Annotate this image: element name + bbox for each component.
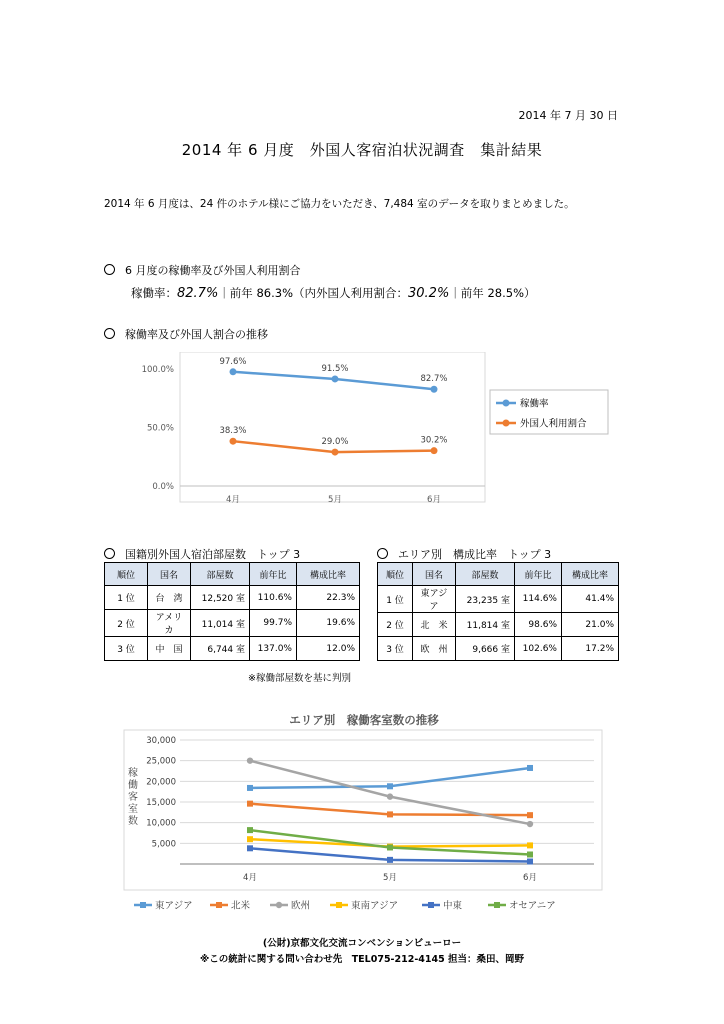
- data-point: [247, 801, 253, 807]
- y-axis-label: 稼働客室数: [128, 768, 138, 827]
- x-tick-label: 4月: [243, 873, 257, 883]
- section-heading-text: 国籍別外国人宿泊部屋数 トップ 3: [125, 548, 301, 561]
- cell-rank: 2 位: [378, 613, 413, 637]
- data-label: 38.3%: [219, 426, 247, 437]
- x-tick-label: 6月: [427, 495, 441, 505]
- data-point: [387, 793, 393, 799]
- data-label: 82.7%: [420, 374, 448, 385]
- col-header: 順位: [105, 563, 148, 586]
- col-header: 構成比率: [562, 563, 619, 586]
- table-row: [105, 637, 360, 661]
- x-tick-label: 5月: [328, 495, 342, 505]
- section-heading-text: 6 月度の稼働率及び外国人利用割合: [125, 264, 301, 277]
- data-point: [230, 368, 237, 375]
- cell-rank: 3 位: [105, 637, 148, 661]
- data-point: [527, 812, 533, 818]
- col-header: 前年比: [250, 563, 297, 586]
- table-note: ※稼働部屋数を基に判別: [248, 673, 351, 684]
- cell-share: 41.4%: [562, 586, 619, 613]
- y-tick-label: 30,000: [146, 736, 176, 746]
- data-point: [387, 844, 393, 850]
- cell-rooms: 9,666 室: [456, 637, 515, 661]
- data-point: [527, 859, 533, 865]
- legend-label: 稼働率: [520, 398, 549, 410]
- legend-label: オセアニア: [509, 900, 556, 912]
- data-point: [527, 821, 533, 827]
- table-row: [378, 637, 619, 661]
- y-tick-label: 5,000: [151, 839, 176, 850]
- y-tick-label: 15,000: [146, 798, 176, 808]
- foreign-rate-value: 30.2%: [408, 286, 450, 301]
- legend-label: 中東: [443, 900, 463, 912]
- x-tick-label: 4月: [226, 495, 240, 505]
- data-label: 91.5%: [321, 363, 349, 374]
- legend-marker: [503, 400, 510, 407]
- section-heading-text: 稼働率及び外国人割合の推移: [125, 328, 268, 341]
- legend-marker: [336, 902, 342, 908]
- footer-organization: (公財)京都文化交流コンベンションビューロー: [262, 938, 462, 949]
- circle-bullet-icon: [104, 548, 115, 559]
- data-point: [247, 836, 253, 842]
- data-point: [230, 438, 237, 445]
- data-point: [332, 449, 339, 456]
- cell-share: 19.6%: [297, 610, 360, 637]
- data-label: 30.2%: [420, 435, 448, 446]
- legend-marker: [216, 902, 222, 908]
- section-heading-text: エリア別 構成比率 トップ 3: [398, 548, 552, 561]
- data-point: [527, 765, 533, 771]
- cell-yoy: 114.6%: [515, 586, 562, 613]
- cell-country: アメリカ: [148, 610, 191, 637]
- data-point: [387, 857, 393, 863]
- area-top3-table: [377, 562, 619, 661]
- circle-bullet-icon: [104, 328, 115, 339]
- y-tick-label: 20,000: [146, 777, 176, 788]
- data-point: [247, 845, 253, 851]
- footer-contact: ※この統計に関する問い合わせ先 TEL075-212-4145 担当：桑田、岡野: [199, 954, 525, 965]
- data-point: [527, 851, 533, 857]
- legend-marker: [494, 902, 500, 908]
- table-header-row: [105, 563, 360, 586]
- legend-marker: [140, 902, 146, 908]
- area-rooms-trend-chart: [104, 704, 624, 926]
- table2-heading: [377, 546, 551, 562]
- cell-share: 22.3%: [297, 586, 360, 610]
- chart-border: [124, 730, 602, 890]
- cell-rank: 1 位: [378, 586, 413, 613]
- y-tick-label: 25,000: [146, 756, 176, 767]
- chart-title: エリア別 稼働客室数の推移: [289, 713, 439, 727]
- data-point: [387, 783, 393, 789]
- table-row: [105, 610, 360, 637]
- rate-suffix: ｜前年 28.5%）: [449, 286, 536, 300]
- legend-label: 北米: [231, 900, 251, 912]
- legend-marker: [276, 902, 282, 908]
- cell-rank: 3 位: [378, 637, 413, 661]
- data-point: [332, 375, 339, 382]
- report-date: 2014 年 7 月 30 日: [518, 109, 618, 122]
- data-point: [247, 785, 253, 791]
- legend-label: 外国人利用割合: [520, 418, 587, 430]
- cell-rooms: 23,235 室: [456, 586, 515, 613]
- table-row: [105, 586, 360, 610]
- report-title: 2014 年 6 月度 外国人客宿泊状況調査 集計結果: [181, 141, 543, 159]
- rate-prefix: 稼働率：: [131, 286, 177, 300]
- legend-label: 東アジア: [155, 900, 193, 912]
- y-tick-label: 10,000: [146, 818, 176, 829]
- rate-mid: ｜前年 86.3%（内外国人利用割合：: [218, 286, 408, 300]
- cell-yoy: 110.6%: [250, 586, 297, 610]
- intro-text: 2014 年 6 月度は、24 件のホテル様にご協力をいただき、7,484 室のデータを取りまとめました。: [104, 198, 575, 210]
- cell-rooms: 12,520 室: [191, 586, 250, 610]
- table-row: [378, 613, 619, 637]
- y-tick-label: 0.0%: [152, 482, 174, 492]
- occupancy-summary: [131, 285, 536, 301]
- y-tick-label: 100.0%: [141, 365, 174, 375]
- y-tick-label: 50.0%: [146, 423, 174, 434]
- col-header: 国名: [148, 563, 191, 586]
- cell-rank: 2 位: [105, 610, 148, 637]
- legend-marker: [428, 902, 434, 908]
- cell-country: 台 湾: [148, 586, 191, 610]
- col-header: 国名: [413, 563, 456, 586]
- col-header: 部屋数: [191, 563, 250, 586]
- data-point: [247, 827, 253, 833]
- data-label: 29.0%: [321, 437, 349, 448]
- cell-area: 欧 州: [413, 637, 456, 661]
- cell-rooms: 11,014 室: [191, 610, 250, 637]
- circle-bullet-icon: [104, 264, 115, 275]
- cell-share: 12.0%: [297, 637, 360, 661]
- data-point: [527, 842, 533, 848]
- legend-label: 東南アジア: [351, 900, 399, 912]
- cell-area: 東アジア: [413, 586, 456, 613]
- cell-yoy: 99.7%: [250, 610, 297, 637]
- data-label: 97.6%: [219, 356, 247, 367]
- occupancy-trend-chart: [130, 352, 630, 512]
- col-header: 前年比: [515, 563, 562, 586]
- col-header: 部屋数: [456, 563, 515, 586]
- cell-country: 中 国: [148, 637, 191, 661]
- cell-rooms: 6,744 室: [191, 637, 250, 661]
- col-header: 順位: [378, 563, 413, 586]
- cell-share: 21.0%: [562, 613, 619, 637]
- data-point: [431, 447, 438, 454]
- x-tick-label: 6月: [523, 873, 537, 883]
- data-point: [247, 757, 253, 763]
- x-tick-label: 5月: [383, 873, 397, 883]
- cell-share: 17.2%: [562, 637, 619, 661]
- section-trend-heading: [104, 326, 268, 342]
- data-point: [431, 386, 438, 393]
- table1-heading: [104, 546, 300, 562]
- data-point: [387, 811, 393, 817]
- cell-yoy: 137.0%: [250, 637, 297, 661]
- cell-rooms: 11,814 室: [456, 613, 515, 637]
- cell-yoy: 102.6%: [515, 637, 562, 661]
- cell-area: 北 米: [413, 613, 456, 637]
- nationality-top3-table: [104, 562, 360, 661]
- circle-bullet-icon: [377, 548, 388, 559]
- cell-yoy: 98.6%: [515, 613, 562, 637]
- section-occupancy-heading: [104, 262, 301, 278]
- occupancy-rate-value: 82.7%: [177, 286, 219, 301]
- table-row: [378, 586, 619, 613]
- cell-rank: 1 位: [105, 586, 148, 610]
- table-header-row: [378, 563, 619, 586]
- legend-marker: [503, 420, 510, 427]
- col-header: 構成比率: [297, 563, 360, 586]
- legend-label: 欧州: [291, 900, 311, 912]
